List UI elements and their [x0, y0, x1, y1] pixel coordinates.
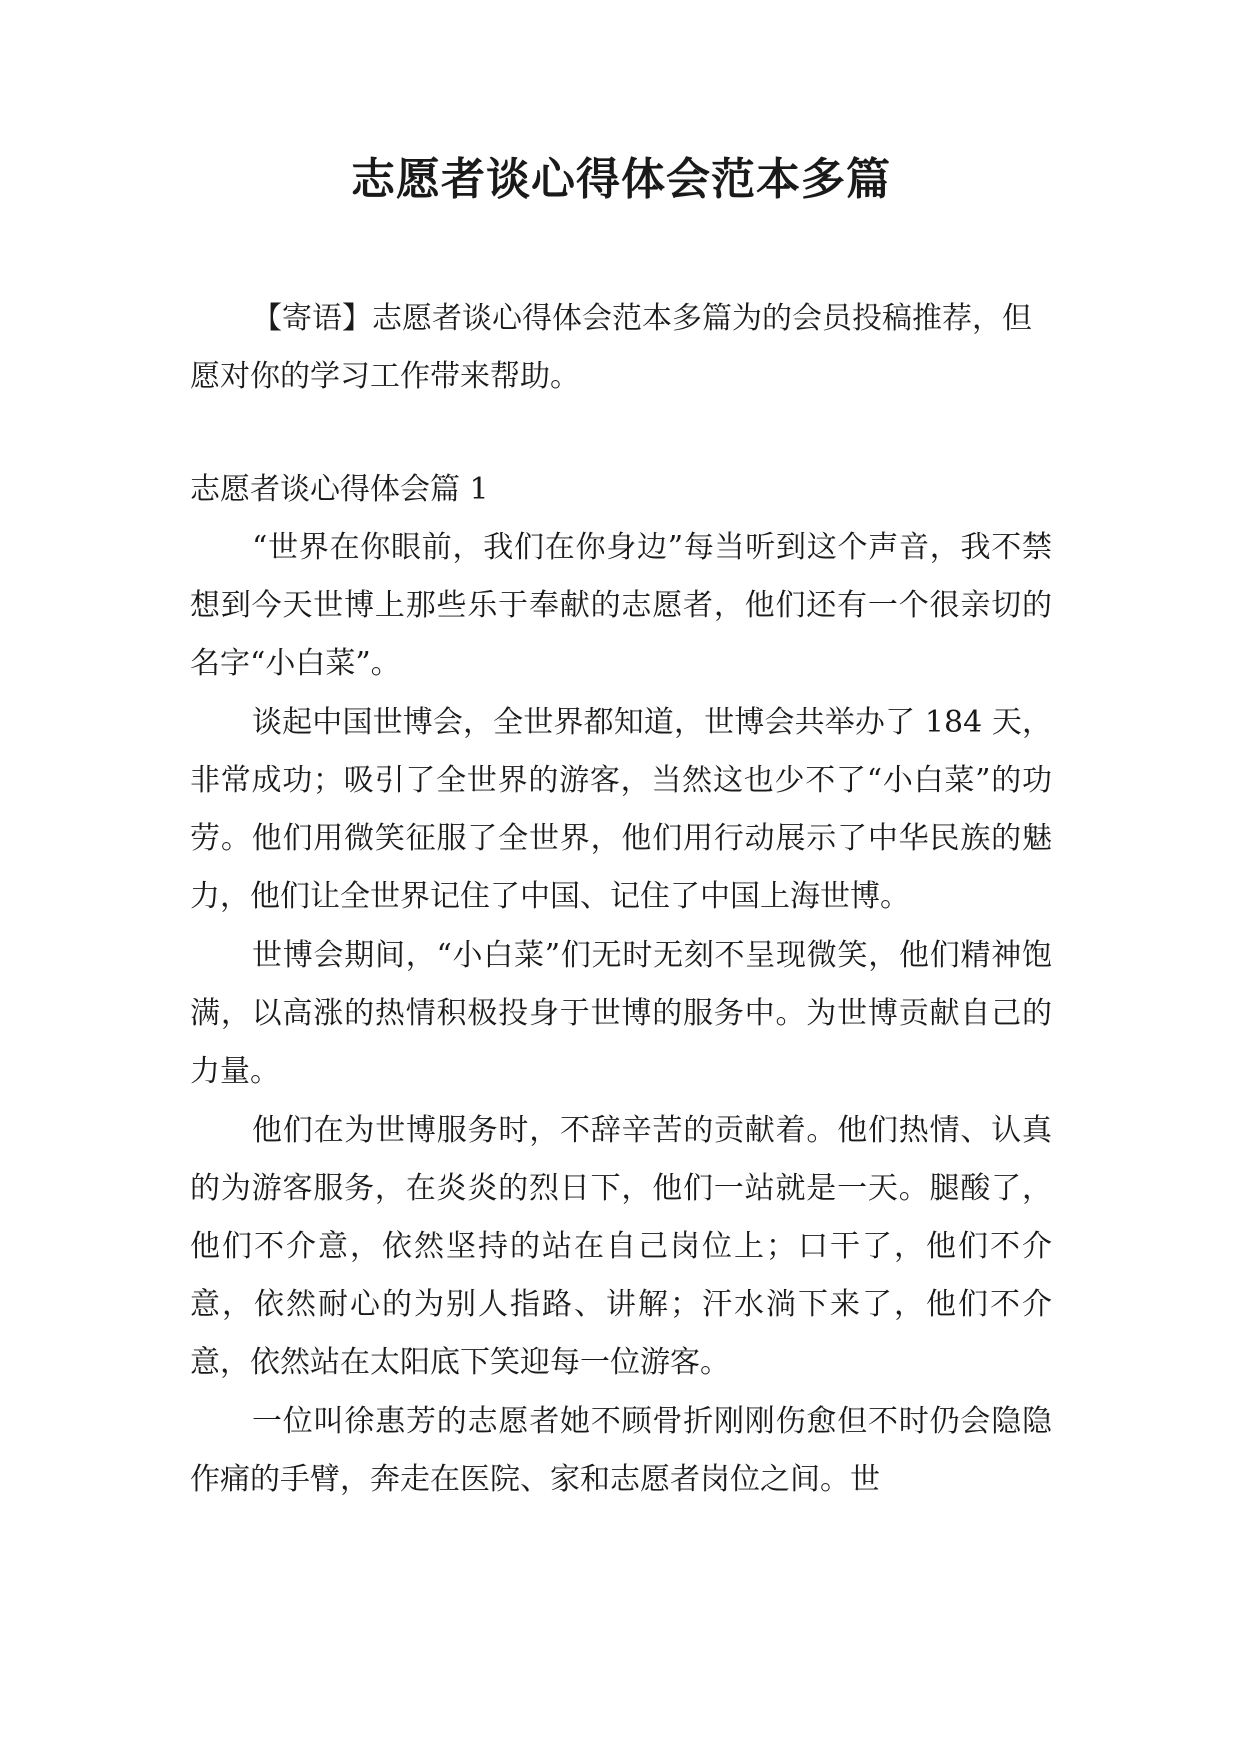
section-heading: 志愿者谈心得体会篇 1 [190, 472, 489, 507]
body-paragraph: 世博会期间，“小白菜”们无时无刻不呈现微笑，他们精神饱满，以高涨的热情积极投身于世博的服务中。为世博贡献自己的力量。 [190, 938, 1052, 1089]
foreword-paragraph: 【寄语】志愿者谈心得体会范本多篇为的会员投稿推荐，但愿对你的学习工作带来帮助。 [190, 301, 1032, 394]
body-paragraph: 谈起中国世博会，全世界都知道，世博会共举办了 184 天，非常成功；吸引了全世界的游客，当然这也少不了“小白菜”的功劳。他们用微笑征服了全世界，他们用行动展示了中华民族的魅力，他们让全世界记住了中国、记住了中国上海世博。 [190, 705, 1052, 914]
body-paragraph: 一位叫徐惠芳的志愿者她不顾骨折刚刚伤愈但不时仍会隐隐作痛的手臂，奔走在医院、家和志愿者岗位之间。世 [190, 1404, 1052, 1497]
body-paragraph: 他们在为世博服务时，不辞辛苦的贡献着。他们热情、认真的为游客服务，在炎炎的烈日下，他们一站就是一天。腿酸了，他们不介意，依然坚持的站在自己岗位上；口干了，他们不介意，依然耐心的为别人指路、讲解；汗水淌下来了，他们不介意，依然站在太阳底下笑迎每一位游客。 [190, 1113, 1052, 1380]
document-body [190, 519, 1052, 1510]
body-paragraph: “世界在你眼前，我们在你身边”每当听到这个声音，我不禁想到今天世博上那些乐于奉献的志愿者，他们还有一个很亲切的名字“小白菜”。 [190, 530, 1052, 681]
document-title: 志愿者谈心得体会范本多篇 [351, 154, 891, 205]
